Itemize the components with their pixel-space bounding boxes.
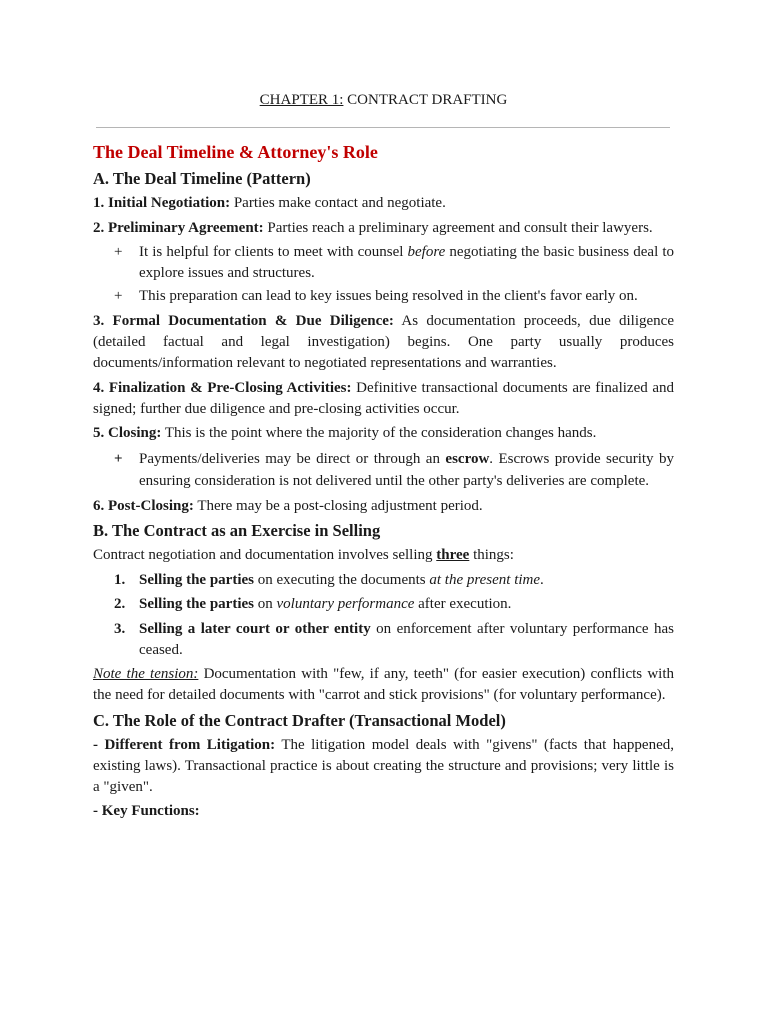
intro-text: things: [469, 547, 514, 563]
chapter-title: CONTRACT DRAFTING [347, 92, 508, 108]
tension-note [93, 664, 674, 706]
bullet-text: . Escrows provide security by ensuring consideration is not delivered until the other party's deliveries are complete. [139, 450, 674, 489]
step-4-label: 4. Finalization & Pre-Closing Activities: [93, 379, 352, 396]
list-bold: Selling a later court or other entity [139, 620, 371, 637]
list-italic: at the present time [429, 571, 541, 588]
step-1 [93, 193, 674, 214]
bullet-item [93, 286, 674, 307]
chapter-heading [93, 90, 674, 110]
list-number: 1. [114, 571, 126, 588]
chapter-label: CHAPTER 1: [259, 92, 344, 108]
list-bold: Selling the parties [139, 571, 254, 588]
step-2 [93, 218, 674, 239]
bullet-text: Payments/deliveries may be direct or through an [139, 450, 446, 467]
step-4-text: Definitive transactional documents are finalized and signed; further due diligence and pre-closing activities occur. [93, 379, 674, 417]
difference-label: - Different from Litigation: [93, 736, 276, 753]
bullet-text: This preparation can lead to key issues being resolved in the client's favor early on. [139, 288, 638, 304]
part-b-intro [93, 545, 674, 566]
bullet-emphasis: escrow [445, 450, 490, 467]
bullet-item [93, 242, 674, 284]
bullet-text: It is helpful for clients to meet with counsel [139, 244, 408, 260]
section-title: The Deal Timeline & Attorney's Role [93, 142, 378, 162]
list-item [93, 619, 674, 661]
plus-bullet-icon: + [114, 244, 123, 260]
bullet-text: negotiating the basic business deal to explore issues and structures. [139, 244, 674, 281]
key-functions [93, 801, 674, 822]
step-6 [93, 496, 674, 517]
intro-emphasis: three [436, 547, 470, 563]
bullet-item [93, 448, 674, 493]
document-body [93, 168, 674, 826]
part-b-heading: B. The Contract as an Exercise in Selling [93, 521, 381, 540]
horizontal-rule [96, 127, 670, 128]
step-5-text: This is the point where the majority of the consideration changes hands. [161, 425, 597, 441]
step-6-label: 6. Post-Closing: [93, 497, 194, 514]
step-3-label: 3. Formal Documentation & Due Diligence: [93, 313, 394, 329]
list-italic: voluntary performance [276, 596, 415, 612]
list-item [93, 594, 674, 615]
step-6-text: There may be a post-closing adjustment period. [193, 497, 483, 514]
step-5 [93, 423, 674, 444]
part-a-heading: A. The Deal Timeline (Pattern) [93, 169, 311, 188]
step-2-text: Parties reach a preliminary agreement and consult their lawyers. [263, 219, 653, 236]
step-3 [93, 311, 674, 374]
note-label: Note the tension: [93, 666, 199, 682]
step-1-label: 1. Initial Negotiation: [93, 195, 231, 211]
litigation-difference [93, 735, 674, 798]
plus-bullet-icon: + [114, 450, 123, 467]
bullet-emphasis: before [407, 244, 446, 260]
step-5-label: 5. Closing: [93, 425, 162, 441]
step-1-text: Parties make contact and negotiate. [230, 195, 446, 211]
step-2-label: 2. Preliminary Agreement: [93, 219, 264, 236]
list-text: after execution. [414, 596, 512, 612]
list-item [93, 570, 674, 591]
list-text: on [254, 596, 277, 612]
document-page [93, 90, 674, 819]
part-c-heading: C. The Role of the Contract Drafter (Transactional Model) [93, 710, 506, 730]
list-text: on enforcement after voluntary performance has ceased. [139, 620, 674, 658]
difference-text: The litigation model deals with "givens" (facts that happened, existing laws). Transactional practice is about creating the structure and provisions; very little is a "given". [93, 736, 674, 795]
list-number: 3. [114, 620, 126, 637]
list-bold: Selling the parties [139, 596, 254, 612]
step-4 [93, 378, 674, 420]
key-functions-label: - Key Functions: [93, 803, 200, 819]
note-text: Documentation with "few, if any, teeth" (for easier execution) conflicts with the need for detailed documents with "carrot and stick provisions" (for voluntary performance). [93, 666, 674, 703]
plus-bullet-icon: + [114, 288, 123, 304]
list-number: 2. [114, 596, 126, 612]
step-3-text: As documentation proceeds, due diligence (detailed factual and legal investigation) begins. One party usually produces documents/information relevant to negotiated representations and warranties. [93, 313, 674, 371]
list-text: . [540, 571, 544, 588]
list-text: on executing the documents [254, 571, 430, 588]
intro-text: Contract negotiation and documentation involves selling [93, 547, 437, 563]
